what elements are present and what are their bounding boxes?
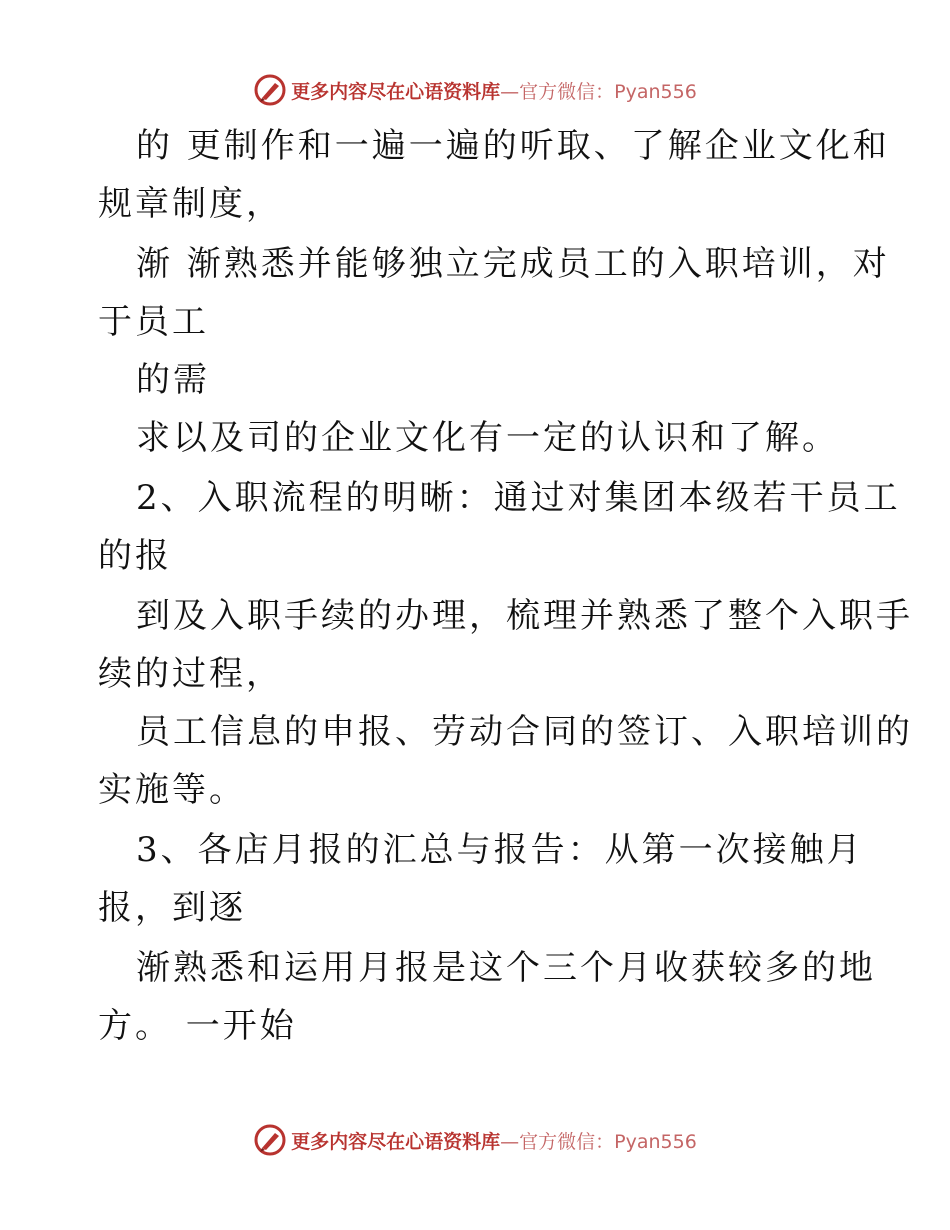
text-line-12: 实施等。 (98, 770, 246, 810)
text-line-7: 2、入职流程的明晰：通过对集团本级若干员工 (136, 478, 901, 518)
footer-brand: 更多内容尽在心语资料库 (291, 1130, 501, 1153)
header-contact: —官方微信：Pyan556 (500, 80, 697, 103)
text-line-5: 的需 (136, 360, 210, 400)
text-line-11: 员工信息的申报、劳动合同的签订、入职培训的 (136, 712, 913, 752)
text-line-1: 的 更制作和一遍一遍的听取、了解企业文化和 (136, 126, 890, 166)
header-text (291, 77, 697, 104)
text-line-13: 3、各店月报的汇总与报告：从第一次接触月 (136, 830, 864, 870)
text-line-6: 求以及司的企业文化有一定的认识和了解。 (136, 418, 839, 458)
pen-logo-icon (253, 73, 287, 107)
text-line-2: 规章制度， (98, 184, 283, 224)
footer-text (291, 1127, 697, 1154)
text-line-3: 渐 渐熟悉并能够独立完成员工的入职培训，对 (136, 244, 890, 284)
text-line-9: 到及入职手续的办理，梳理并熟悉了整个入职手 (136, 596, 913, 636)
header-brand: 更多内容尽在心语资料库 (291, 80, 501, 103)
header-banner (0, 70, 950, 110)
footer-contact: —官方微信：Pyan556 (500, 1130, 697, 1153)
text-line-4: 于员工 (98, 302, 209, 342)
text-line-14: 报，到逐 (98, 888, 246, 928)
text-line-10: 续的过程， (98, 654, 283, 694)
text-line-8: 的报 (98, 536, 172, 576)
text-line-15: 渐熟悉和运用月报是这个三个月收获较多的地 (136, 948, 876, 988)
footer-banner (0, 1120, 950, 1160)
pen-logo-icon (253, 1123, 287, 1157)
text-line-16: 方。 一开始 (98, 1006, 297, 1046)
